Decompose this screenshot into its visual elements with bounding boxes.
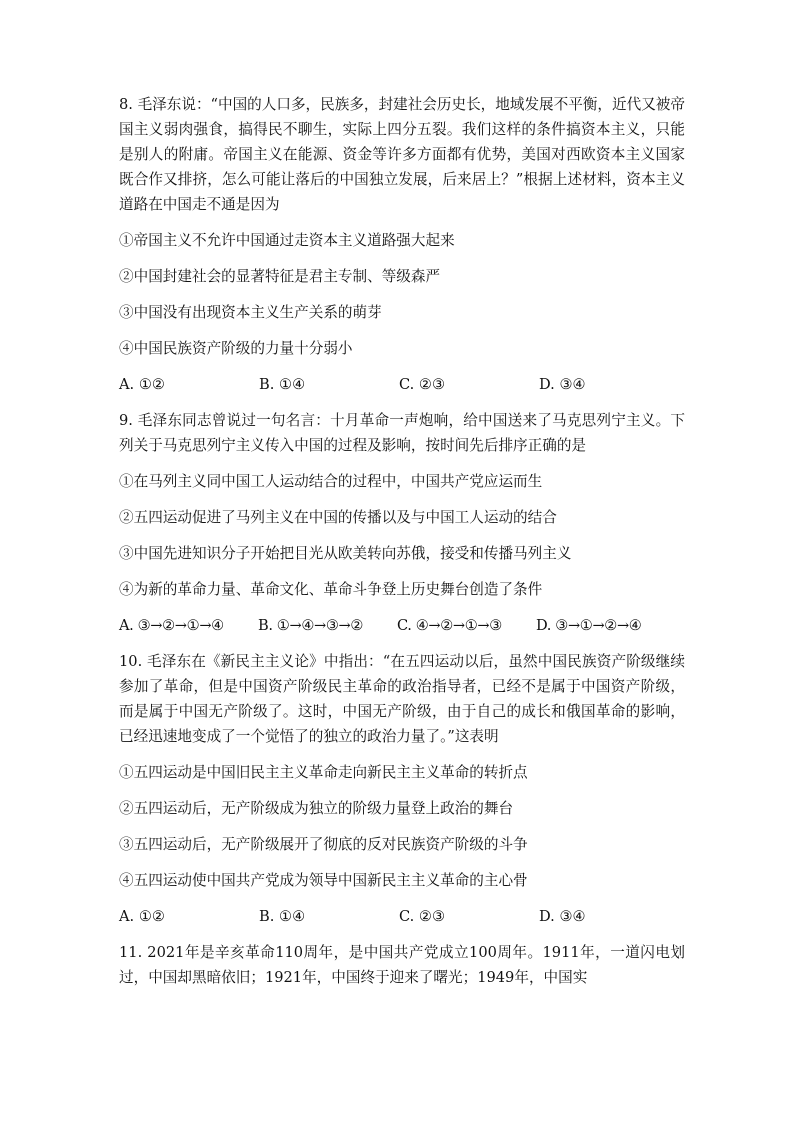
- question-8-stem: 8. 毛泽东说：“中国的人口多，民族多，封建社会历史长，地域发展不平衡，近代又被帝国主义弱肉强食，搞得民不聊生，实际上四分五裂。我们这样的条件搞资本主义，只能是别人的附庸。帝国主义在能源、资金等许多方面都有优势，美国对西欧资本主义国家既合作又排挤，怎么可能让落后的中国独立发展，后来居上？”根据上述材料，资本主义道路在中国走不通是因为: [119, 96, 685, 213]
- question-10-choices: [119, 904, 685, 929]
- question-9-item-1: ①在马列主义同中国工人运动结合的过程中，中国共产党应运而生: [119, 473, 543, 490]
- question-8-choice-d: D. ③④: [539, 376, 586, 393]
- question-9-stem: 9. 毛泽东同志曾说过一句名言：十月革命一声炮响，给中国送来了马克思列宁主义。下列关于马克思列宁主义传入中国的过程及影响，按时间先后排序正确的是: [119, 412, 685, 454]
- question-8-item-4: ④中国民族资产阶级的力量十分弱小: [119, 340, 353, 357]
- question-9-choices: [119, 613, 685, 638]
- question-8-item-1: ①帝国主义不允许中国通过走资本主义道路强大起来: [119, 232, 455, 249]
- question-8-item-2: ②中国封建社会的显著特征是君主专制、等级森严: [119, 268, 441, 285]
- question-9-item-2: ②五四运动促进了马列主义在中国的传播以及与中国工人运动的结合: [119, 509, 557, 526]
- question-10-choice-a: A. ①②: [119, 908, 165, 925]
- question-10-choice-c: C. ②③: [399, 908, 446, 925]
- question-8-item-3: ③中国没有出现资本主义生产关系的萌芽: [119, 304, 382, 321]
- question-10-item-2: ②五四运动后，无产阶级成为独立的阶级力量登上政治的舞台: [119, 800, 514, 817]
- question-10-item-1: ①五四运动是中国旧民主主义革命走向新民主主义革命的转折点: [119, 764, 528, 781]
- question-10-choice-b: B. ①④: [259, 908, 306, 925]
- question-9-item-4: ④为新的革命力量、革命文化、革命斗争登上历史舞台创造了条件: [119, 581, 543, 598]
- question-8-choice-b: B. ①④: [259, 376, 306, 393]
- question-10-choice-d: D. ③④: [539, 908, 586, 925]
- question-10-stem: 10. 毛泽东在《新民主主义论》中指出：“在五四运动以后，虽然中国民族资产阶级继续参加了革命，但是中国资产阶级民主革命的政治指导者，已经不是属于中国资产阶级，而是属于中国无产阶级了。这时，中国无产阶级，由于自己的成长和俄国革命的影响，已经迅速地变成了一个觉悟了的独立的政治力量了。”这表明: [119, 653, 685, 745]
- question-9-choice-d: D. ③→①→②→④: [536, 617, 642, 634]
- question-8-choice-a: A. ①②: [119, 376, 165, 393]
- question-9-choice-c: C. ④→②→①→③: [397, 617, 502, 634]
- question-8-choice-c: C. ②③: [399, 376, 446, 393]
- question-9-choice-b: B. ①→④→③→②: [258, 617, 364, 634]
- question-8-choices: [119, 372, 685, 397]
- question-9-choice-a: A. ③→②→①→④: [119, 617, 224, 634]
- question-11-stem: 11. 2021年是辛亥革命110周年，是中国共产党成立100周年。1911年，一道闪电划过，中国却黑暗依旧；1921年，中国终于迎来了曙光；1949年，中国实: [119, 944, 685, 986]
- question-9-item-3: ③中国先进知识分子开始把目光从欧美转向苏俄，接受和传播马列主义: [119, 545, 572, 562]
- question-10-item-4: ④五四运动使中国共产党成为领导中国新民主主义革命的主心骨: [119, 872, 528, 889]
- document-page: [119, 92, 685, 1001]
- question-10-item-3: ③五四运动后，无产阶级展开了彻底的反对民族资产阶级的斗争: [119, 836, 528, 853]
